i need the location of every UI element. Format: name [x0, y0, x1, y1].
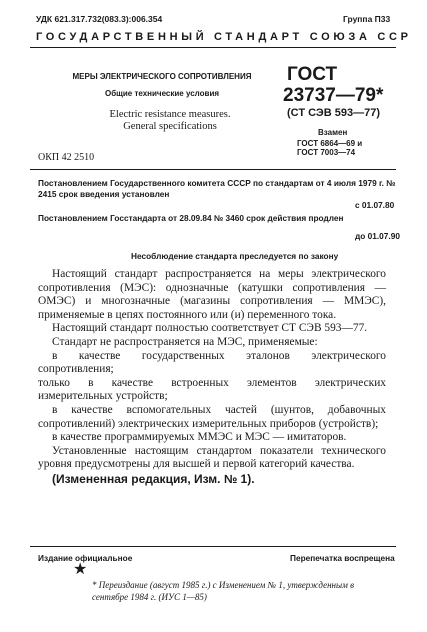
udk-code: УДК 621.317.732(083.3):006.354: [36, 14, 163, 24]
st-sev-reference: (СТ СЭВ 593—77): [287, 107, 380, 119]
exclusions-intro: Стандарт не распространяется на МЭС, применяемые:: [52, 335, 318, 348]
quality-paragraph: Установленные настоящим стандартом показатели технического уровня предусмотрены для высшей и первой категорий качества.: [38, 444, 386, 471]
legal-warning: Несоблюдение стандарта преследуется по закону: [131, 251, 339, 261]
decree-introduction: Постановлением Государственного комитета СССР по стандартам от 4 июля 1979 г. № 2415 срок введения установлен: [38, 178, 396, 199]
title-en-line-1: Electric resistance measures.: [109, 109, 231, 120]
decree-extension: Постановлением Госстандарта от 28.09.84 № 3460 срок действия продлен: [38, 213, 344, 223]
document-title-en: [80, 109, 260, 133]
group-code: Группа П33: [343, 14, 391, 24]
exclusion-item: в качестве вспомогательных частей (шунтов, добавочных сопротивлений) электрических измерительных приборов (устройств);: [38, 403, 386, 430]
document-subtitle-ru: Общие технические условия: [104, 89, 220, 98]
okp-code: ОКП 42 2510: [38, 152, 95, 163]
exclusion-item: только в качестве встроенных элементов электрических измерительных устройств;: [38, 376, 386, 403]
standard-title: ГОСУДАРСТВЕННЫЙ СТАНДАРТ СОЮЗА ССР: [36, 31, 412, 43]
header-divider: [30, 47, 396, 48]
replaced-standard-1: ГОСТ 6864—69 и: [297, 139, 363, 148]
exclusion-item: в качестве государственных эталонов электрического сопротивления;: [38, 349, 386, 376]
scope-paragraph: Настоящий стандарт распространяется на меры электрического сопротивления (МЭС): однозначные (катушки сопротивления — ОМЭС) и многозначные (магазины сопротивления — ММЭС), применяемые в цепях постоянного или (и) переменного тока.: [38, 268, 386, 321]
exclusion-item: в качестве программируемых ММЭС и МЭС — имитаторов.: [52, 431, 347, 444]
standard-body: [38, 268, 386, 487]
amendment-note: (Измененная редакция, Изм. № 1).: [52, 471, 255, 486]
title-divider: [30, 169, 396, 170]
replaced-standard-2: ГОСТ 7003—74: [297, 148, 356, 157]
star-icon: ★: [73, 561, 88, 578]
decree-extension-date: до 01.07.90: [355, 231, 400, 241]
reprint-forbidden-label: Перепечатка воспрещена: [290, 553, 395, 563]
compliance-paragraph: Настоящий стандарт полностью соответствует СТ СЭВ 593—77.: [52, 322, 368, 335]
footer-divider: [30, 546, 396, 547]
gost-number: 23737—79*: [283, 85, 384, 106]
title-en-line-2: General specifications: [123, 121, 217, 132]
replaces-label: Взамен: [318, 128, 348, 137]
decree-introduction-date: с 01.07.80: [355, 200, 395, 210]
official-edition-label: Издание официальное: [38, 553, 133, 563]
gost-label: ГОСТ: [287, 64, 338, 85]
document-title-ru: МЕРЫ ЭЛЕКТРИЧЕСКОГО СОПРОТИВЛЕНИЯ: [72, 72, 252, 81]
reissue-footnote: * Переиздание (август 1985 г.) с Изменением № 1, утвержденным в сентябре 1984 г. (ИУС 1—85): [92, 580, 355, 602]
